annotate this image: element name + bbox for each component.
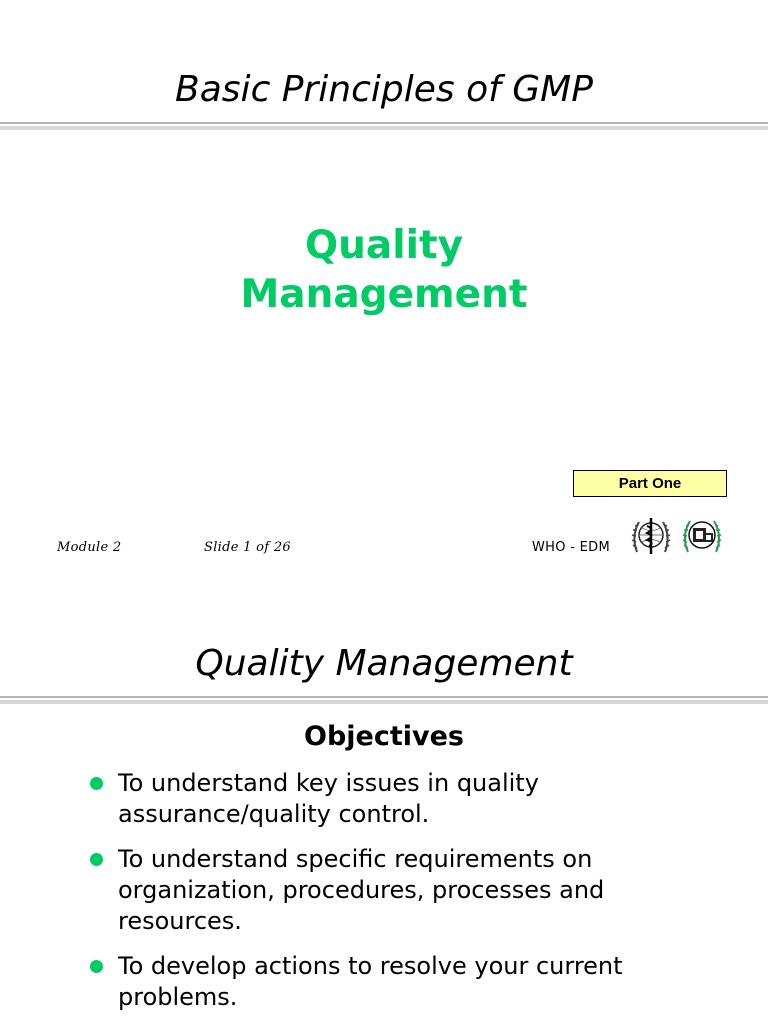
part-label: Part One [573,470,727,497]
heading-line-1: Quality [304,223,464,268]
bullet-icon [90,853,103,866]
bullet-line: To develop actions to resolve your current [118,952,623,980]
list-item [88,951,708,1013]
bullet-icon [90,960,103,973]
bullet-line: resources. [118,907,242,935]
who-emblem-icon [627,512,675,560]
un-emblem-icon [678,512,726,560]
module-label: Module 2 [57,540,122,555]
org-label: WHO - EDM [532,540,610,555]
title-divider [0,696,768,706]
slide-2 [0,600,768,1024]
bullet-line: problems. [118,983,238,1011]
heading-line-2: Management [240,272,528,317]
bullet-line: organization, procedures, processes and [118,876,605,904]
objectives-heading: Objectives [304,721,464,752]
slide-title: Quality Management [195,643,573,684]
slide-title: Basic Principles of GMP [175,69,593,110]
bullet-line: To understand key issues in quality [118,769,539,797]
title-divider [0,122,768,132]
list-item [88,844,708,937]
slide-counter: Slide 1 of 26 [204,540,291,555]
bullet-line: assurance/quality control. [118,800,430,828]
bullet-line: To understand specific requirements on [118,845,593,873]
bullet-icon [90,777,103,790]
objectives-list [88,768,708,1027]
list-item [88,768,708,830]
